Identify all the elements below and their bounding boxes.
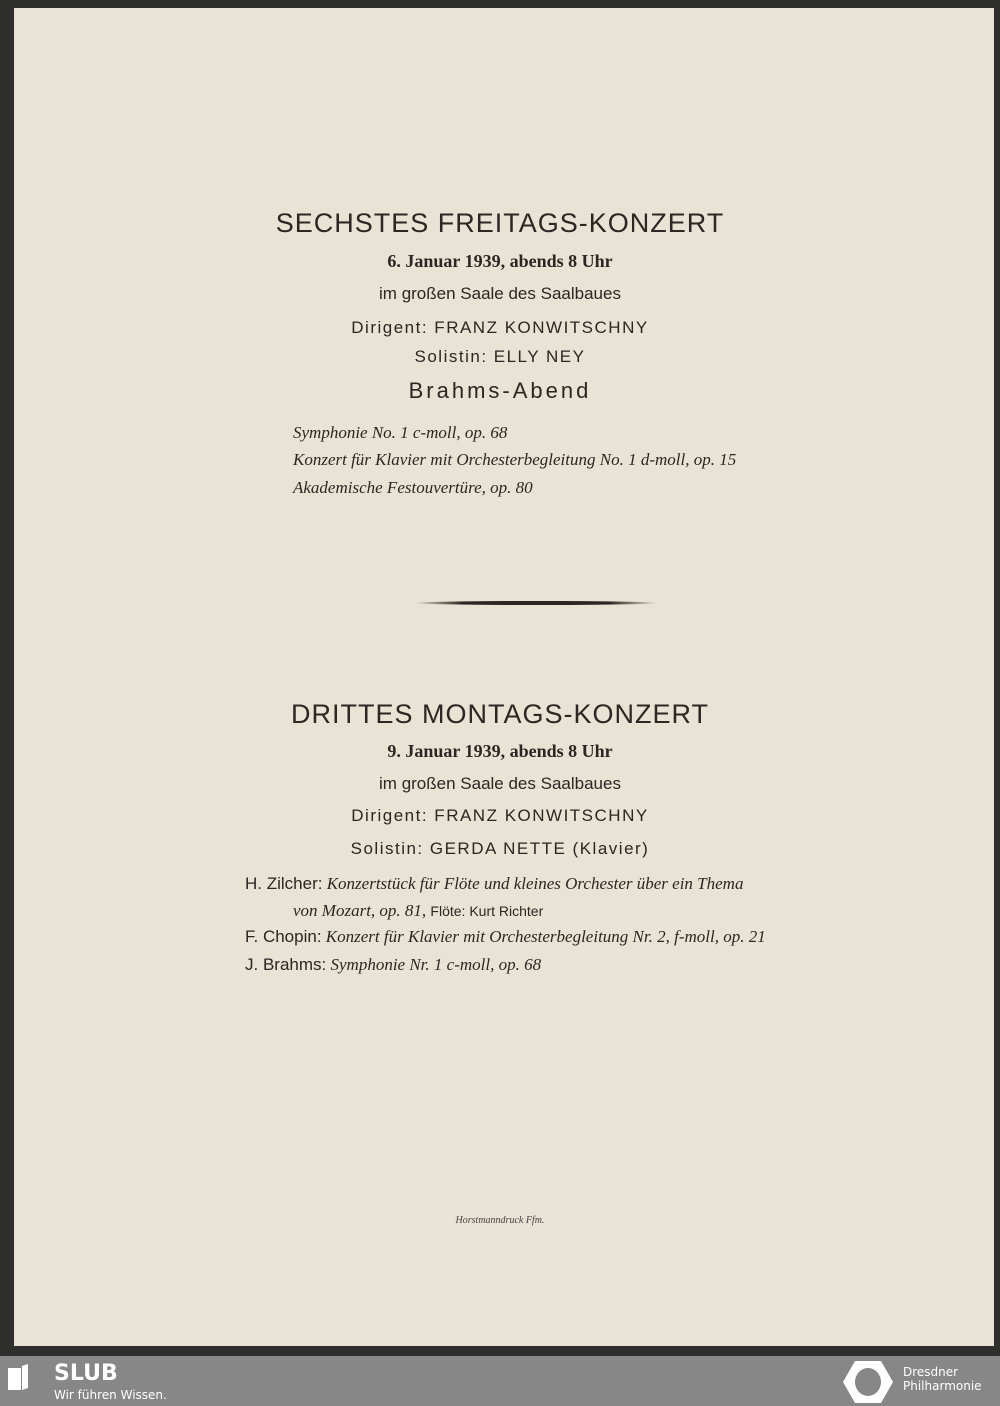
philharmonie-line2: Philharmonie	[903, 1379, 982, 1393]
concert2-conductor: Dirigent: FRANZ KONWITSCHNY	[351, 806, 649, 825]
slub-logo[interactable]: SLUB	[54, 1361, 118, 1386]
concert2-soloist: Solistin: GERDA NETTE (Klavier)	[350, 839, 650, 858]
program-item: Symphonie No. 1 c-moll, op. 68	[293, 423, 508, 442]
program-item: Konzert für Klavier mit Orchesterbegleitung No. 1 d-moll, op. 15	[293, 450, 737, 469]
footer-bar	[0, 1356, 1000, 1406]
philharmonie-logo-icon	[843, 1360, 893, 1404]
printer-imprint: Horstmanndruck Ffm.	[455, 1215, 545, 1226]
concert1-venue: im großen Saale des Saalbaues	[379, 284, 621, 303]
composer: F. Chopin:	[245, 927, 322, 946]
work: Konzertstück für Flöte und kleines Orchester über ein Thema	[326, 874, 744, 893]
concert1-conductor: Dirigent: FRANZ KONWITSCHNY	[351, 318, 649, 337]
performer-note: Flöte: Kurt Richter	[430, 903, 544, 919]
program-item	[245, 955, 541, 975]
philharmonie-line1: Dresdner	[903, 1365, 959, 1379]
work-continued: von Mozart, op. 81,	[293, 901, 427, 920]
composer: J. Brahms:	[245, 955, 327, 974]
book-icon	[8, 1364, 28, 1390]
composer: H. Zilcher:	[245, 874, 323, 893]
section-divider	[414, 601, 658, 605]
concert2-title: DRITTES MONTAGS-KONZERT	[290, 699, 709, 729]
work: Symphonie Nr. 1 c-moll, op. 68	[330, 955, 542, 974]
concert1-date: 6. Januar 1939, abends 8 Uhr	[387, 251, 613, 271]
program-item: Akademische Festouvertüre, op. 80	[293, 478, 533, 497]
concert1-theme: Brahms-Abend	[408, 378, 592, 403]
program-item-continued	[293, 901, 543, 921]
work: Konzert für Klavier mit Orchesterbegleitung Nr. 2, f-moll, op. 21	[325, 927, 766, 946]
concert2-venue: im großen Saale des Saalbaues	[379, 774, 621, 793]
program-item	[245, 927, 766, 947]
slub-tagline: Wir führen Wissen.	[54, 1388, 167, 1402]
concert2-date: 9. Januar 1939, abends 8 Uhr	[387, 741, 613, 761]
concert1-soloist: Solistin: ELLY NEY	[414, 347, 586, 366]
philharmonie-logo[interactable]	[903, 1365, 982, 1393]
program-item	[245, 874, 743, 894]
concert1-title: SECHSTES FREITAGS-KONZERT	[275, 208, 725, 238]
